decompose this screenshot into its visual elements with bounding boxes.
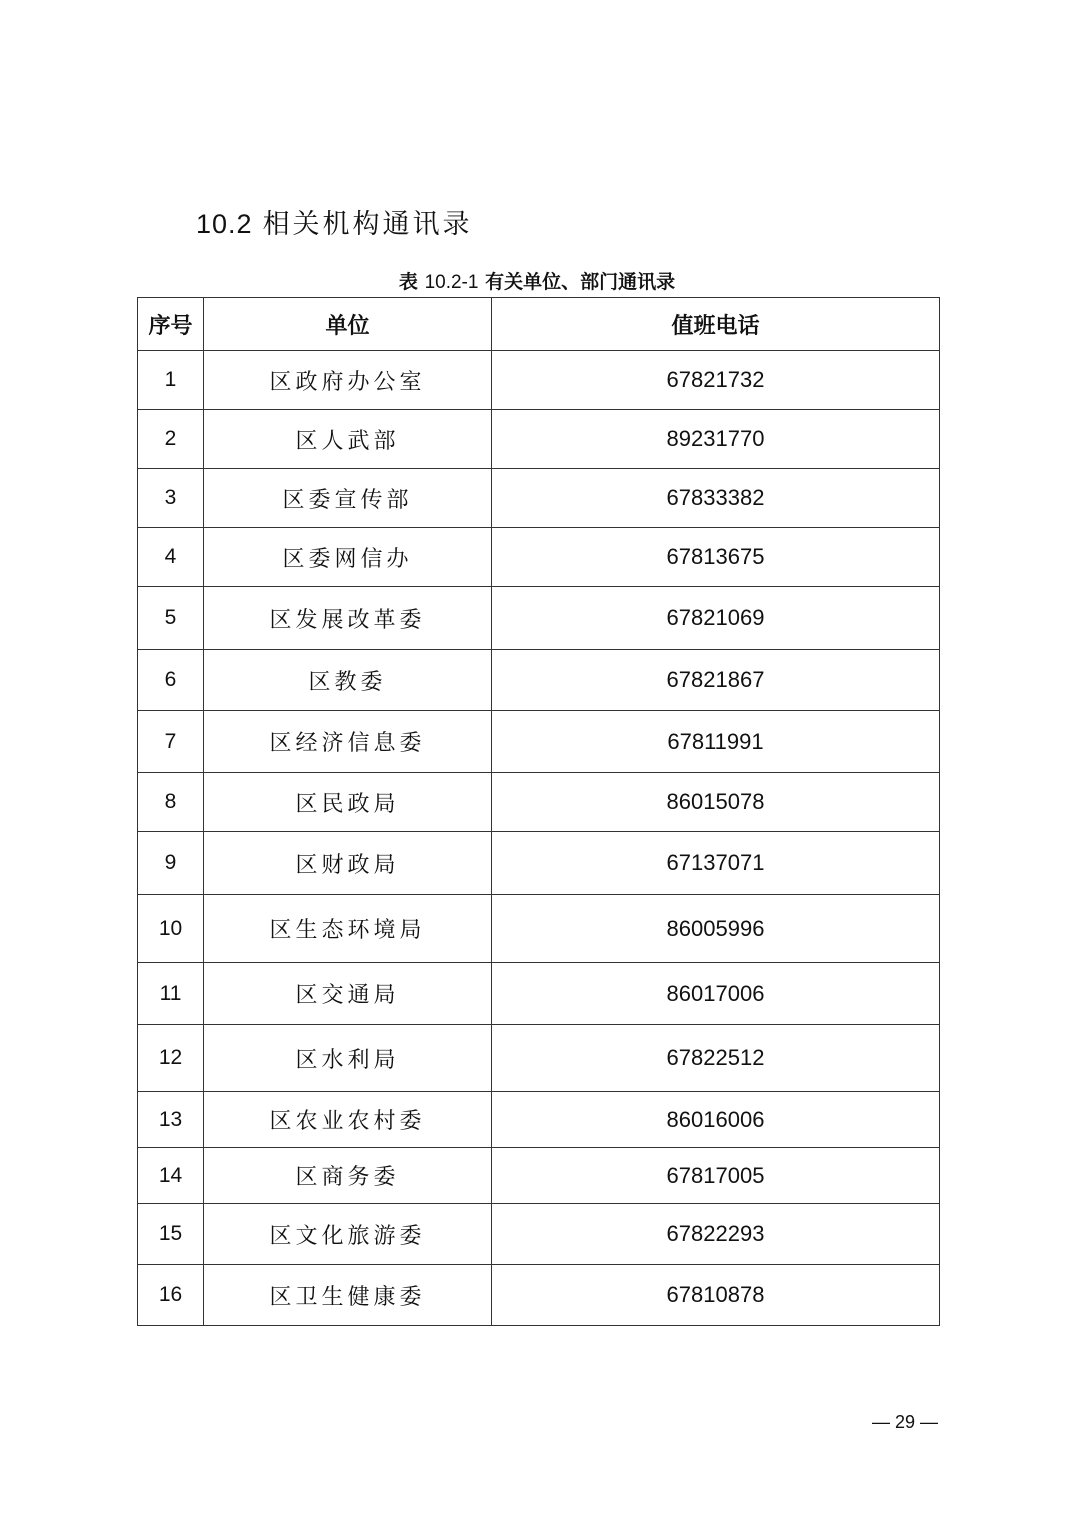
row-phone: 67817005	[492, 1148, 940, 1204]
row-unit: 区文化旅游委	[204, 1204, 492, 1265]
row-unit: 区生态环境局	[204, 895, 492, 963]
row-index: 1	[138, 351, 204, 410]
row-phone: 86005996	[492, 895, 940, 963]
directory-table	[137, 297, 940, 1326]
table-row	[138, 351, 940, 410]
row-phone: 67821732	[492, 351, 940, 410]
table-row	[138, 1148, 940, 1204]
row-unit: 区委网信办	[204, 528, 492, 587]
row-unit: 区经济信息委	[204, 711, 492, 773]
row-phone: 67822293	[492, 1204, 940, 1265]
row-index: 15	[138, 1204, 204, 1265]
row-index: 5	[138, 587, 204, 650]
row-index: 2	[138, 410, 204, 469]
section-title	[196, 202, 473, 241]
table-row	[138, 528, 940, 587]
row-index: 10	[138, 895, 204, 963]
row-index: 9	[138, 832, 204, 895]
page-number: — 29 —	[871, 1412, 938, 1432]
row-unit: 区农业农村委	[204, 1092, 492, 1148]
table-row	[138, 650, 940, 711]
table-row	[138, 773, 940, 832]
row-unit: 区人武部	[204, 410, 492, 469]
table-row	[138, 1265, 940, 1326]
header-index: 序号	[138, 298, 204, 351]
section-number: 10.2	[196, 209, 253, 239]
row-phone: 67821867	[492, 650, 940, 711]
section-title-text: 相关机构通讯录	[262, 209, 473, 240]
row-unit: 区交通局	[204, 963, 492, 1025]
row-index: 6	[138, 650, 204, 711]
table-row	[138, 711, 940, 773]
row-phone: 86016006	[492, 1092, 940, 1148]
header-phone: 值班电话	[492, 298, 940, 351]
row-phone: 67833382	[492, 469, 940, 528]
table-row	[138, 832, 940, 895]
row-phone: 67813675	[492, 528, 940, 587]
table-row	[138, 963, 940, 1025]
table-row	[138, 469, 940, 528]
row-phone: 67821069	[492, 587, 940, 650]
row-index: 7	[138, 711, 204, 773]
row-unit: 区发展改革委	[204, 587, 492, 650]
row-index: 16	[138, 1265, 204, 1326]
row-phone: 86015078	[492, 773, 940, 832]
table-row	[138, 410, 940, 469]
table-row	[138, 1092, 940, 1148]
row-phone: 89231770	[492, 410, 940, 469]
row-unit: 区财政局	[204, 832, 492, 895]
row-index: 11	[138, 963, 204, 1025]
row-phone: 67810878	[492, 1265, 940, 1326]
row-phone: 67811991	[492, 711, 940, 773]
row-phone: 67137071	[492, 832, 940, 895]
table-header-row	[138, 298, 940, 351]
row-index: 13	[138, 1092, 204, 1148]
table-row	[138, 1025, 940, 1092]
row-unit: 区民政局	[204, 773, 492, 832]
row-phone: 86017006	[492, 963, 940, 1025]
caption-title: 有关单位、部门通讯录	[485, 271, 676, 293]
header-unit: 单位	[204, 298, 492, 351]
row-index: 3	[138, 469, 204, 528]
caption-prefix: 表	[398, 271, 418, 293]
row-index: 8	[138, 773, 204, 832]
row-unit: 区商务委	[204, 1148, 492, 1204]
row-phone: 67822512	[492, 1025, 940, 1092]
row-index: 14	[138, 1148, 204, 1204]
row-unit: 区教委	[204, 650, 492, 711]
table-caption	[0, 267, 1074, 294]
row-index: 12	[138, 1025, 204, 1092]
row-unit: 区政府办公室	[204, 351, 492, 410]
table-row	[138, 587, 940, 650]
row-unit: 区委宣传部	[204, 469, 492, 528]
caption-number: 10.2-1	[424, 272, 479, 293]
row-index: 4	[138, 528, 204, 587]
table-row	[138, 895, 940, 963]
table-row	[138, 1204, 940, 1265]
row-unit: 区卫生健康委	[204, 1265, 492, 1326]
row-unit: 区水利局	[204, 1025, 492, 1092]
